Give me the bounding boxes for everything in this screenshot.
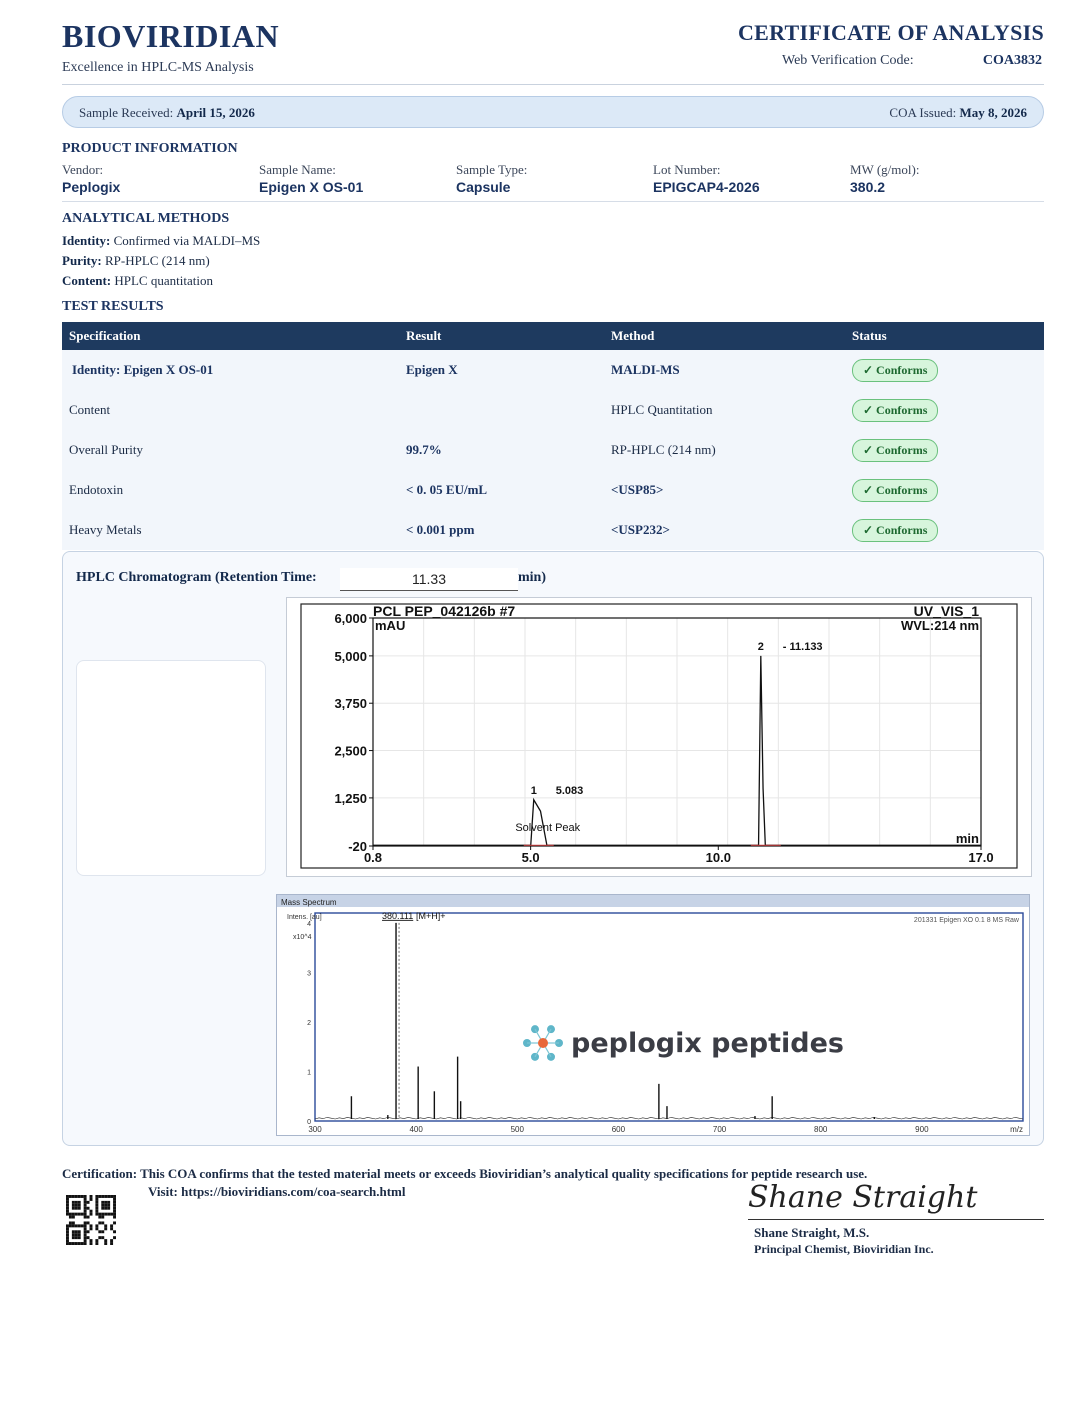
qr-module	[87, 1207, 90, 1210]
peak-label: 1	[530, 784, 537, 797]
qr-module	[98, 1230, 101, 1233]
qr-module	[72, 1221, 75, 1224]
qr-module	[72, 1201, 75, 1204]
qr-module	[66, 1239, 69, 1242]
qr-module	[107, 1201, 110, 1204]
qr-module	[95, 1224, 98, 1227]
qr-module	[98, 1236, 101, 1239]
qr-module	[90, 1227, 93, 1230]
x-tick-label: 0.8	[363, 850, 383, 865]
peak-rt-label: - 11.133	[782, 640, 823, 653]
results-table	[62, 322, 1044, 550]
qr-module	[104, 1227, 107, 1230]
spectrum-file-label: 201331 Epigen XO 0.1 8 MS Raw	[913, 917, 1019, 924]
verification-link[interactable]: Visit: https://bioviridians.com/coa-search.html	[148, 1184, 406, 1199]
qr-module	[78, 1201, 81, 1204]
qr-module	[113, 1221, 116, 1224]
qr-module	[78, 1230, 81, 1233]
col-result: Result	[399, 322, 604, 350]
y-tick-label: 3,750	[334, 696, 367, 712]
result-cell: < 0.001 ppm	[399, 510, 604, 550]
qr-module	[69, 1224, 72, 1227]
method-cell: HPLC Quantitation	[604, 390, 845, 430]
status-cell	[845, 390, 1044, 430]
x-tick-label: 900	[915, 1125, 929, 1134]
qr-module	[87, 1216, 90, 1219]
qr-module	[66, 1227, 69, 1230]
qr-module	[104, 1207, 107, 1210]
spec-cell: Heavy Metals	[62, 510, 399, 550]
y-tick-label: 3	[307, 970, 311, 978]
vendor-label: Vendor:	[62, 162, 104, 177]
qr-module	[104, 1195, 107, 1198]
qr-module	[110, 1213, 113, 1216]
qr-module	[84, 1221, 87, 1224]
qr-module	[113, 1207, 116, 1210]
qr-module	[66, 1242, 69, 1245]
qr-module	[84, 1216, 87, 1219]
status-cell	[845, 430, 1044, 470]
x-tick-label: 300	[308, 1125, 322, 1134]
logo-node	[547, 1053, 555, 1061]
qr-module	[72, 1195, 75, 1198]
x-tick-label: 17.0	[968, 850, 994, 865]
qr-module	[101, 1216, 104, 1219]
qr-module	[104, 1224, 107, 1227]
qr-module	[72, 1236, 75, 1239]
retention-time-field[interactable]	[340, 568, 518, 591]
vendor-value: Peplogix	[62, 179, 121, 195]
x-axis-label: min	[955, 831, 979, 846]
qr-module	[84, 1213, 87, 1216]
qr-module	[81, 1195, 84, 1198]
qr-module	[90, 1213, 93, 1216]
logo-center	[538, 1038, 548, 1048]
qr-module	[69, 1242, 72, 1245]
qr-module	[75, 1207, 78, 1210]
qr-module	[75, 1224, 78, 1227]
qr-module	[66, 1224, 69, 1227]
y-tick-label: 2	[307, 1019, 311, 1027]
qr-module	[90, 1242, 93, 1245]
qr-module	[66, 1207, 69, 1210]
logo-node	[547, 1025, 555, 1033]
peak-rt-label: 5.083	[555, 784, 584, 797]
qr-module	[98, 1195, 101, 1198]
qr-module	[107, 1195, 110, 1198]
qr-module	[101, 1195, 104, 1198]
qr-module	[66, 1230, 69, 1233]
y-exponent-label: x10^4	[293, 934, 312, 941]
chart-frame	[301, 604, 1017, 868]
wavelength-label: WVL:214 nm	[900, 618, 979, 633]
qr-module	[66, 1195, 69, 1198]
qr-module	[75, 1242, 78, 1245]
qr-module	[75, 1233, 78, 1236]
mw-label: MW (g/mol):	[850, 162, 920, 177]
qr-module	[78, 1236, 81, 1239]
peak-label: 2	[757, 640, 764, 653]
certification-statement: Certification: This COA confirms that the tested material meets or exceeds Bioviridian’s analytical quality specifications for peptide research use.	[62, 1166, 868, 1181]
col-method: Method	[604, 322, 845, 350]
y-axis-label: mAU	[375, 618, 406, 633]
y-tick-label: 1	[307, 1069, 311, 1077]
qr-module	[87, 1230, 90, 1233]
qr-module	[95, 1204, 98, 1207]
qr-module	[75, 1201, 78, 1204]
status-badge: ✓ Conforms	[852, 399, 938, 422]
qr-module	[113, 1204, 116, 1207]
col-status: Status	[845, 322, 1044, 350]
qr-module	[75, 1204, 78, 1207]
qr-module	[95, 1210, 98, 1213]
qr-module	[66, 1213, 69, 1216]
received-date: Sample Received: April 15, 2026	[79, 105, 255, 120]
spec-cell: Identity: Epigen X OS-01	[62, 350, 399, 390]
qr-module	[110, 1242, 113, 1245]
qr-module	[84, 1224, 87, 1227]
qr-module	[98, 1221, 101, 1224]
qr-module	[107, 1213, 110, 1216]
method-cell: <USP85>	[604, 470, 845, 510]
qr-module	[66, 1204, 69, 1207]
qr-module	[78, 1224, 81, 1227]
status-badge: ✓ Conforms	[852, 439, 938, 462]
qr-module	[90, 1198, 93, 1201]
qr-module	[101, 1236, 104, 1239]
method-content: Content: HPLC quantitation	[62, 273, 213, 288]
y-tick-label: 2,500	[334, 743, 367, 759]
spec-cell: Endotoxin	[62, 470, 399, 510]
qr-module	[113, 1198, 116, 1201]
qr-module	[84, 1230, 87, 1233]
results-header-row	[62, 322, 1044, 350]
qr-module	[95, 1239, 98, 1242]
qr-module	[66, 1201, 69, 1204]
status-badge: ✓ Conforms	[852, 479, 938, 502]
chromatogram-svg	[287, 598, 1031, 876]
qr-module	[66, 1210, 69, 1213]
logo-node	[531, 1053, 539, 1061]
x-axis-label: m/z	[1010, 1125, 1023, 1134]
qr-module	[101, 1204, 104, 1207]
qr-module	[81, 1213, 84, 1216]
watermark-text: peplogix peptides	[571, 1028, 845, 1059]
qr-module	[113, 1230, 116, 1233]
qr-module	[84, 1239, 87, 1242]
status-cell	[845, 350, 1044, 390]
qr-module	[66, 1198, 69, 1201]
product-divider	[62, 201, 1044, 202]
qr-module	[69, 1213, 72, 1216]
qr-module	[81, 1242, 84, 1245]
qr-module	[84, 1227, 87, 1230]
result-cell: 99.7%	[399, 430, 604, 470]
qr-module	[110, 1195, 113, 1198]
col-specification: Specification	[62, 322, 399, 350]
chart-title: PCL PEP_042126b #7	[373, 603, 516, 619]
hplc-chromatogram	[286, 597, 1032, 877]
qr-module	[90, 1210, 93, 1213]
x-tick-label: 5.0	[521, 850, 540, 865]
qr-module	[110, 1227, 113, 1230]
qr-module	[113, 1210, 116, 1213]
qr-module	[72, 1204, 75, 1207]
methods-heading: ANALYTICAL METHODS	[62, 211, 230, 226]
qr-module	[98, 1213, 101, 1216]
channel-label: UV_VIS_1	[913, 603, 979, 619]
signature-line	[748, 1219, 1044, 1220]
qr-module	[78, 1233, 81, 1236]
qr-module	[113, 1213, 116, 1216]
qr-module	[78, 1204, 81, 1207]
qr-module	[101, 1213, 104, 1216]
qr-module	[81, 1224, 84, 1227]
result-cell: < 0. 05 EU/mL	[399, 470, 604, 510]
qr-module	[84, 1233, 87, 1236]
qr-module	[104, 1213, 107, 1216]
qr-module	[95, 1198, 98, 1201]
qr-module	[95, 1201, 98, 1204]
qr-module	[72, 1207, 75, 1210]
qr-module	[78, 1213, 81, 1216]
empty-image-box	[76, 660, 266, 876]
qr-module	[87, 1201, 90, 1204]
qr-module	[72, 1224, 75, 1227]
qr-module	[104, 1239, 107, 1242]
logo-node	[531, 1025, 539, 1033]
x-tick-label: 800	[814, 1125, 828, 1134]
table-row	[62, 470, 1044, 510]
qr-module	[84, 1198, 87, 1201]
issued-date: COA Issued: May 8, 2026	[889, 105, 1027, 120]
qr-module	[104, 1204, 107, 1207]
hplc-title: HPLC Chromatogram (Retention Time:	[76, 570, 317, 585]
qr-module	[84, 1207, 87, 1210]
qr-module	[110, 1224, 113, 1227]
qr-module	[84, 1195, 87, 1198]
y-tick-label: 4	[307, 920, 311, 928]
status-cell	[845, 470, 1044, 510]
qr-module	[69, 1195, 72, 1198]
qr-module	[90, 1195, 93, 1198]
y-tick-label: 5,000	[334, 648, 367, 664]
qr-module	[101, 1221, 104, 1224]
qr-module	[95, 1227, 98, 1230]
qr-module	[104, 1242, 107, 1245]
qr-module	[66, 1236, 69, 1239]
qr-module	[101, 1201, 104, 1204]
mass-spectrum-svg	[277, 895, 1029, 1135]
qr-module	[87, 1221, 90, 1224]
spec-cell: Overall Purity	[62, 430, 399, 470]
qr-module	[75, 1236, 78, 1239]
table-row	[62, 510, 1044, 550]
qr-module	[84, 1201, 87, 1204]
qr-module	[113, 1201, 116, 1204]
spectrum-title: Mass Spectrum	[281, 898, 337, 907]
sample-name-label: Sample Name:	[259, 162, 336, 177]
lot-number-label: Lot Number:	[653, 162, 721, 177]
header-divider	[62, 84, 1044, 85]
qr-module	[69, 1221, 72, 1224]
qr-module	[69, 1216, 72, 1219]
qr-module	[84, 1210, 87, 1213]
qr-module	[90, 1239, 93, 1242]
qr-module	[72, 1242, 75, 1245]
verification-label: Web Verification Code:	[782, 53, 914, 68]
mass-spectrum	[276, 894, 1030, 1136]
qr-module	[72, 1213, 75, 1216]
x-tick-label: 10.0	[705, 850, 731, 865]
main-peak-label: 380.111	[382, 910, 414, 921]
qr-module	[98, 1216, 101, 1219]
qr-module	[75, 1213, 78, 1216]
x-tick-label: 400	[409, 1125, 423, 1134]
qr-module	[95, 1242, 98, 1245]
method-cell: MALDI-MS	[604, 350, 845, 390]
spectrum-plot-area	[315, 910, 1023, 1121]
results-heading: TEST RESULTS	[62, 299, 164, 314]
signature: Shane Straight	[748, 1180, 978, 1215]
y-tick-label: 0	[307, 1119, 311, 1126]
qr-module	[72, 1230, 75, 1233]
date-bar	[62, 96, 1044, 128]
table-row	[62, 350, 1044, 390]
qr-module	[95, 1207, 98, 1210]
qr-module	[72, 1233, 75, 1236]
qr-module	[110, 1239, 113, 1242]
qr-module	[66, 1233, 69, 1236]
x-tick-label: 600	[611, 1125, 626, 1134]
retention-time-unit: min)	[518, 570, 546, 585]
qr-module	[113, 1236, 116, 1239]
method-cell: <USP232>	[604, 510, 845, 550]
y-tick-label: -20	[348, 839, 367, 854]
qr-module	[78, 1195, 81, 1198]
sample-type-label: Sample Type:	[456, 162, 528, 177]
solvent-peak-annotation: Solvent Peak	[515, 822, 581, 835]
y-axis-label: Intens. [au]	[287, 914, 322, 921]
sample-type-value: Capsule	[456, 179, 511, 195]
qr-module	[90, 1224, 93, 1227]
qr-module	[101, 1207, 104, 1210]
qr-module	[87, 1236, 90, 1239]
qr-module	[78, 1207, 81, 1210]
qr-module	[84, 1236, 87, 1239]
table-row	[62, 430, 1044, 470]
result-cell	[399, 390, 604, 430]
signer-title: Principal Chemist, Bioviridian Inc.	[754, 1242, 934, 1256]
brand-tagline: Excellence in HPLC-MS Analysis	[62, 60, 254, 75]
result-cell: Epigen X	[399, 350, 604, 390]
qr-module	[95, 1213, 98, 1216]
verification-code: COA3832	[982, 53, 1042, 68]
method-identity: Identity: Confirmed via MALDI–MS	[62, 233, 261, 248]
status-cell	[845, 510, 1044, 550]
document-title: CERTIFICATE OF ANALYSIS	[737, 20, 1044, 45]
qr-module	[113, 1216, 116, 1219]
qr-module	[84, 1242, 87, 1245]
qr-module	[104, 1201, 107, 1204]
x-tick-label: 500	[510, 1125, 524, 1134]
y-tick-label: 1,250	[334, 790, 367, 806]
mw-value: 380.2	[850, 179, 886, 195]
qr-module	[72, 1216, 75, 1219]
qr-module	[95, 1195, 98, 1198]
spec-cell: Content	[62, 390, 399, 430]
qr-code-icon[interactable]	[66, 1195, 116, 1245]
sample-name-value: Epigen X OS-01	[259, 179, 364, 195]
table-row	[62, 390, 1044, 430]
qr-module	[75, 1230, 78, 1233]
y-tick-label: 6,000	[334, 611, 367, 626]
qr-module	[84, 1204, 87, 1207]
qr-module	[75, 1195, 78, 1198]
qr-module	[113, 1195, 116, 1198]
method-purity: Purity: RP-HPLC (214 nm)	[62, 253, 210, 268]
brand-logo: BIOVIRIDIAN	[62, 18, 280, 54]
lot-number-value: EPIGCAP4-2026	[653, 179, 760, 195]
status-badge: ✓ Conforms	[852, 519, 938, 542]
signer-name: Shane Straight, M.S.	[754, 1225, 870, 1240]
status-badge: ✓ Conforms	[852, 359, 938, 382]
x-tick-label: 700	[712, 1125, 727, 1134]
product-heading: PRODUCT INFORMATION	[62, 141, 238, 156]
qr-module	[107, 1204, 110, 1207]
qr-module	[107, 1207, 110, 1210]
qr-module	[78, 1242, 81, 1245]
main-peak-ion: [M+H]+	[416, 910, 446, 921]
method-cell: RP-HPLC (214 nm)	[604, 430, 845, 470]
spectrum-header-bar	[277, 895, 1029, 907]
qr-module	[101, 1230, 104, 1233]
